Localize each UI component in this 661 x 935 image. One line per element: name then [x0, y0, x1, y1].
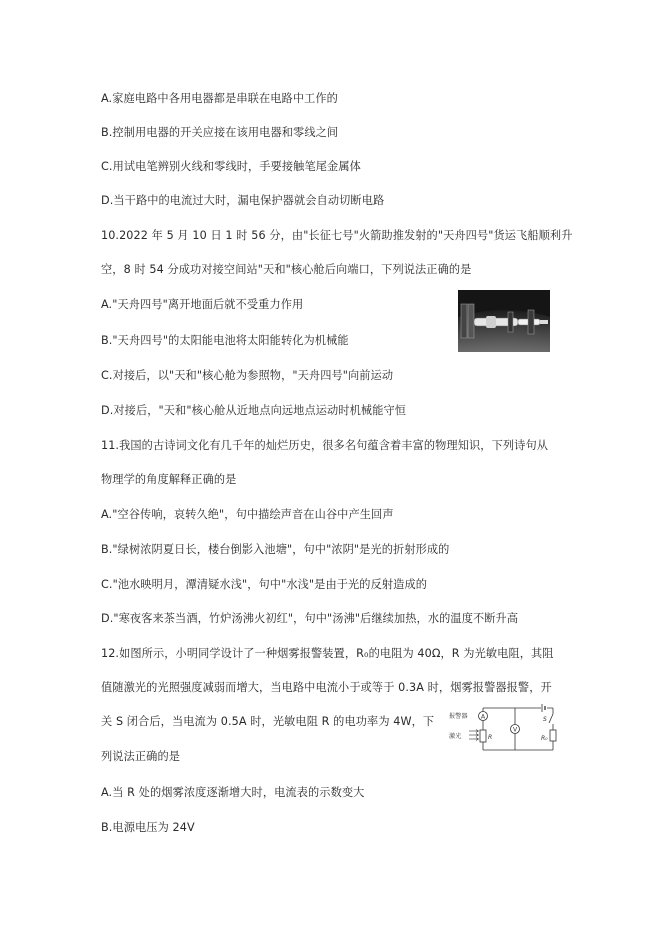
- q12-stem-line2: 值随激光的光照强度减弱而增大，当电路中电流小于或等于 0.3A 时，烟雾报警器报警，开: [101, 681, 552, 694]
- laser-label: 激光: [449, 733, 462, 740]
- q12-option-a: A.当 R 处的烟雾浓度逐渐增大时，电流表的示数变大: [101, 786, 365, 799]
- alarm-label: 报警器: [449, 713, 468, 720]
- q11-option-a: A."空谷传响，哀转久绝"，句中描绘声音在山谷中产生回声: [101, 508, 394, 521]
- q10-option-c: C.对接后，以"天和"核心舱为参照物，"天舟四号"向前运动: [101, 369, 394, 382]
- q11-option-b: B."绿树浓阴夏日长，楼台倒影入池塘"，句中"浓阴"是光的折射形成的: [101, 543, 450, 556]
- q10-option-a: A."天舟四号"离开地面后就不受重力作用: [101, 298, 304, 311]
- resistor-r-label: R: [488, 734, 493, 741]
- resistor-r0-symbol: [541, 730, 556, 742]
- resistor-r0-label: R₀: [541, 735, 548, 742]
- q10-option-b: B."天舟四号"的太阳能电池将太阳能转化为机械能: [101, 334, 349, 347]
- q11-stem-line2: 物理学的角度解释正确的是: [101, 473, 237, 486]
- q11-option-d: D."寒夜客来茶当酒，竹炉汤沸火初红"，句中"汤沸"后继续加热，水的温度不断升高: [101, 612, 519, 625]
- q11-stem-line1: 11.我国的古诗词文化有几千年的灿烂历史，很多名句蕴含着丰富的物理知识，下列诗句从: [101, 439, 549, 452]
- q11-option-c: C."池水映明月，潭清疑水浅"，句中"水浅"是由于光的反射造成的: [101, 578, 428, 591]
- smoke-alarm-circuit-diagram: [447, 700, 557, 758]
- ammeter-label: A: [480, 713, 486, 721]
- option-prev-b: B.控制用电器的开关应接在该用电器和零线之间: [101, 126, 339, 139]
- q12-stem-line3: 关 S 闭合后，当电流为 0.5A 时，光敏电阻 R 的电功率为 4W，下: [101, 715, 435, 728]
- ammeter-symbol: [479, 712, 488, 721]
- photoresistor-symbol: [469, 730, 492, 743]
- q10-stem-line1: 10.2022 年 5 月 10 日 1 时 56 分，由"长征七号"火箭助推发射的"天舟四号"货运飞船顺利升: [101, 229, 573, 242]
- battery-symbol: [541, 704, 547, 712]
- switch-s-label: S: [543, 716, 547, 723]
- q10-stem-line2: 空，8 时 54 分成功对接空间站"天和"核心舱后向端口，下列说法正确的是: [101, 263, 472, 276]
- q12-option-b: B.电源电压为 24V: [101, 821, 195, 834]
- voltmeter-symbol: [511, 725, 520, 734]
- voltmeter-label: V: [512, 726, 518, 734]
- option-prev-a: A.家庭电路中各用电器都是串联在电路中工作的: [101, 92, 338, 105]
- switch-symbol: [543, 714, 556, 724]
- option-prev-d: D.当干路中的电流过大时，漏电保护器就会自动切断电路: [101, 194, 385, 207]
- space-station-photo: [458, 290, 550, 352]
- option-prev-c: C.用试电笔辨别火线和零线时，手要接触笔尾金属体: [101, 160, 361, 173]
- q12-stem-line4: 列说法正确的是: [101, 750, 181, 763]
- q10-option-d: D.对接后，"天和"核心舱从近地点向远地点运动时机械能守恒: [101, 404, 407, 417]
- q12-stem-line1: 12.如图所示，小明同学设计了一种烟雾报警装置，R₀的电阻为 40Ω，R 为光敏电阻，其阻: [101, 647, 554, 660]
